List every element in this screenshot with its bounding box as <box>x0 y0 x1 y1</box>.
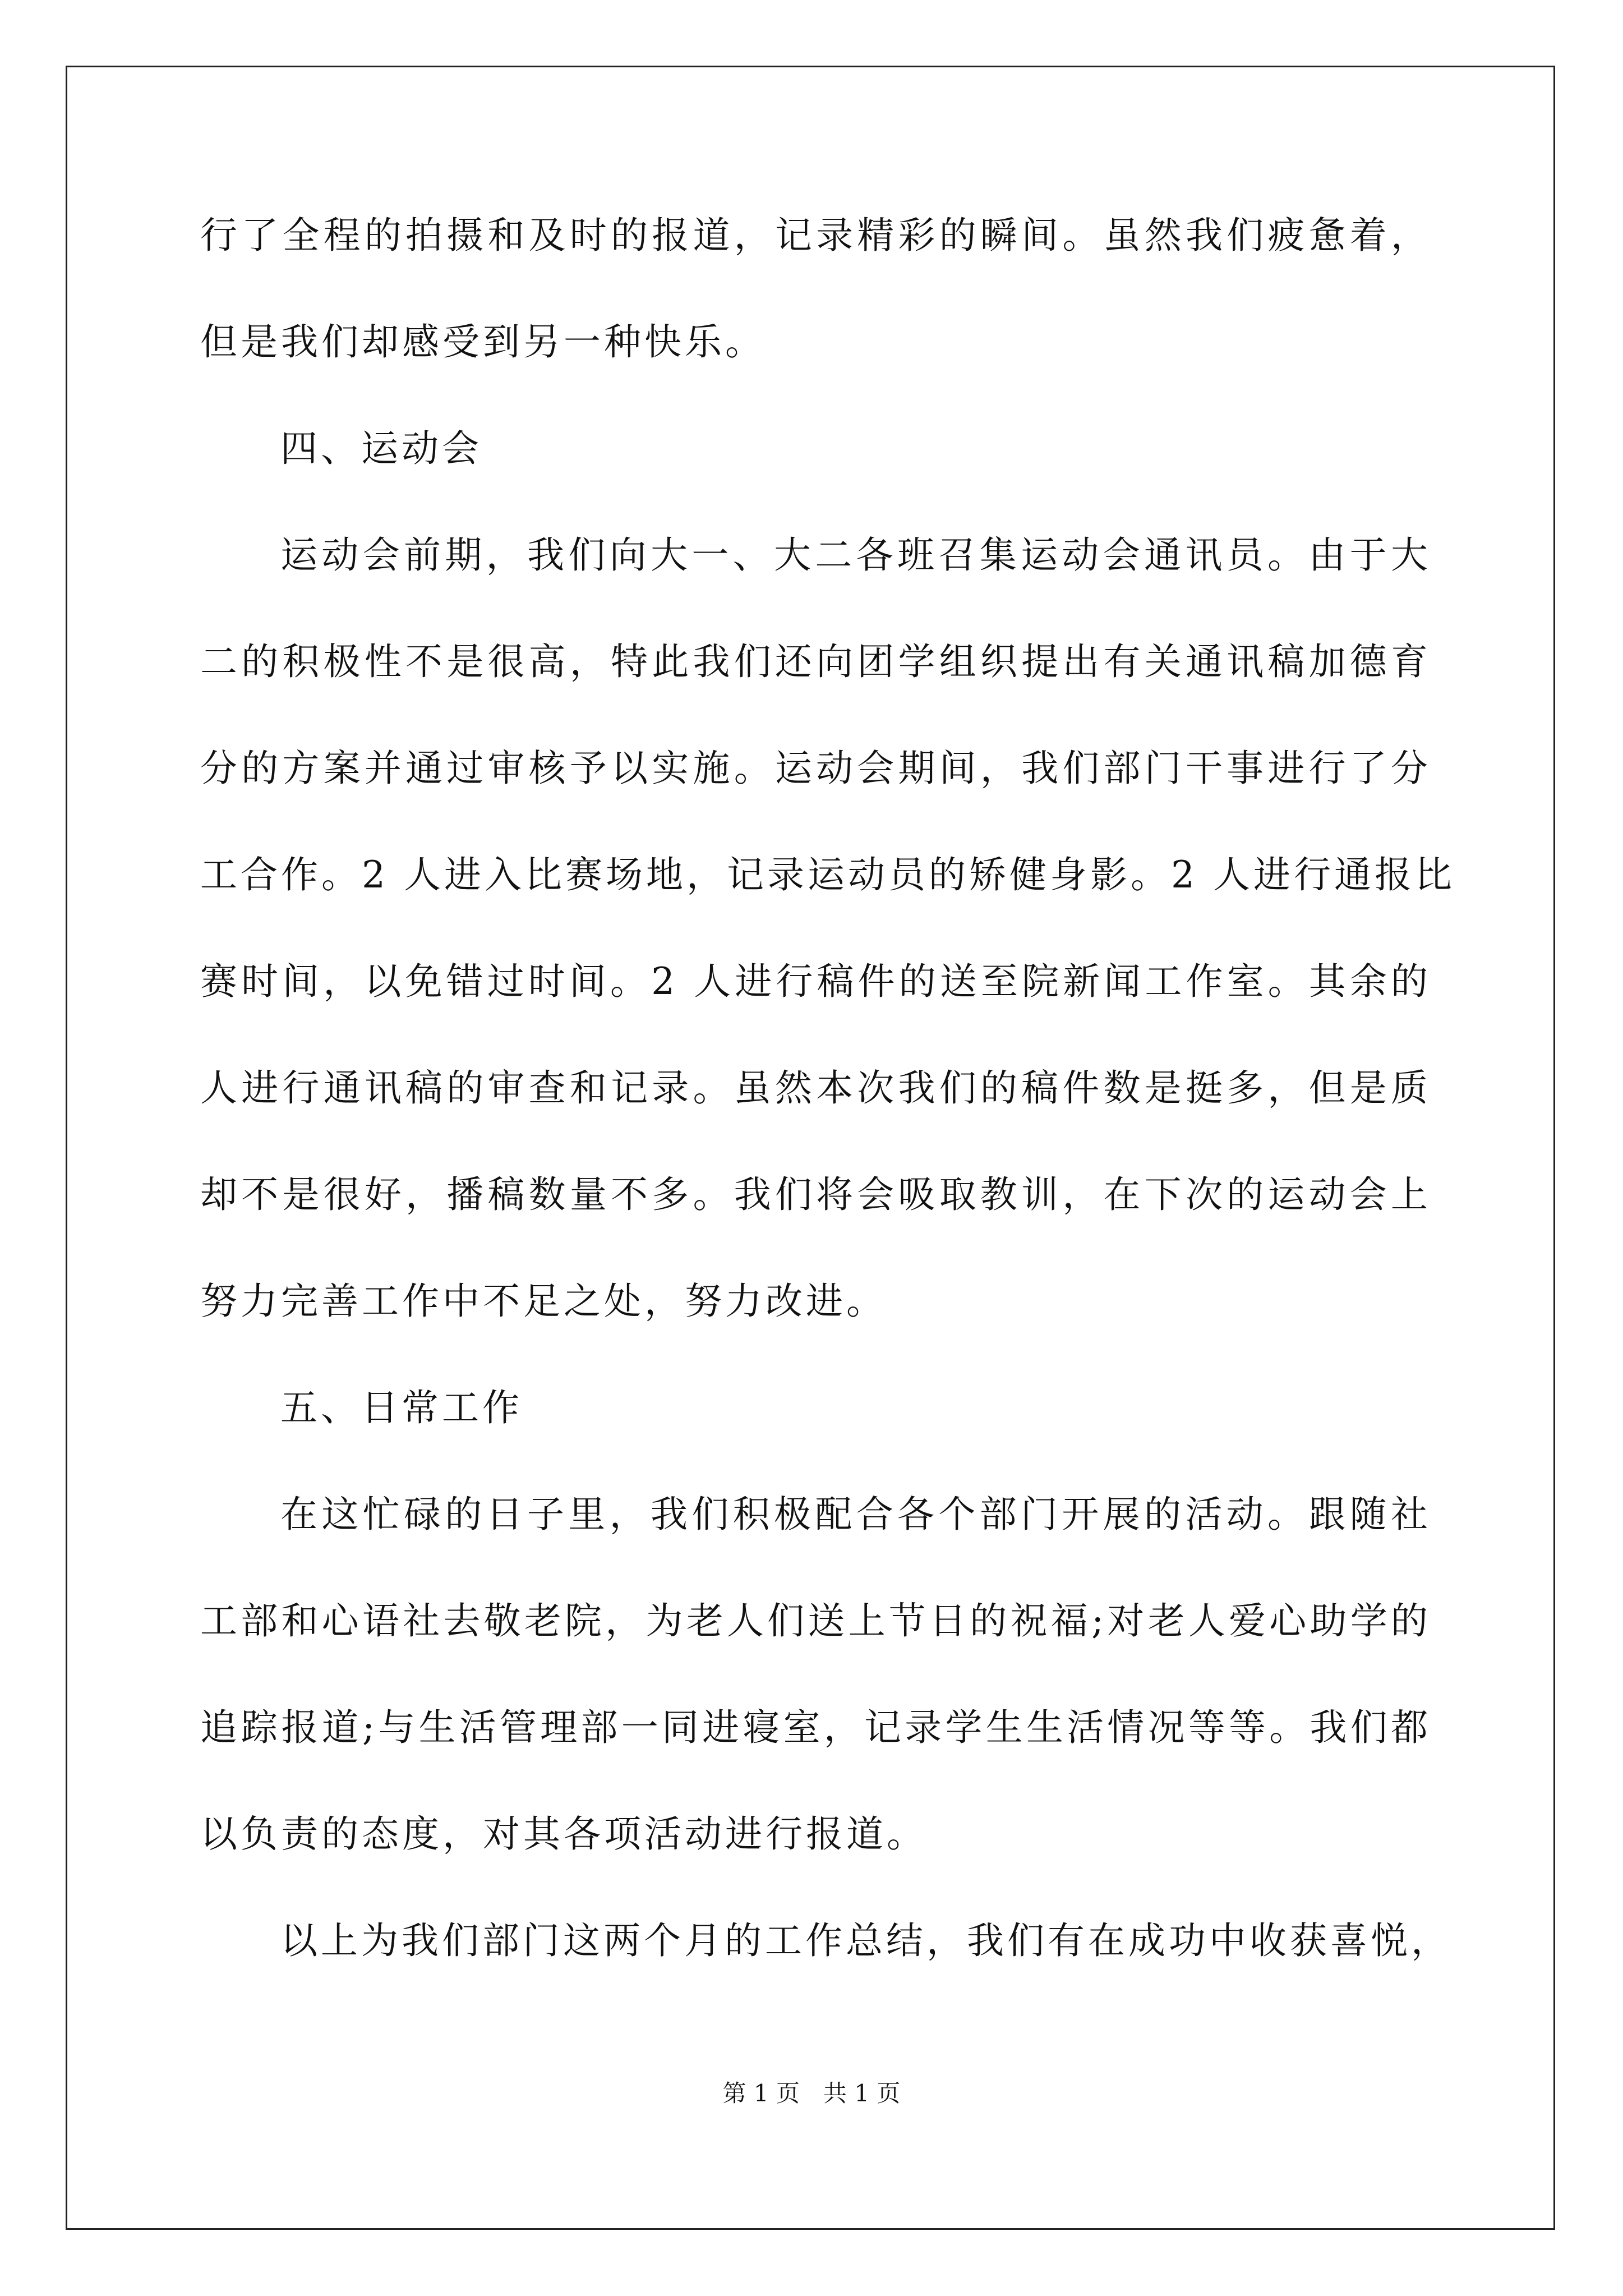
text-line: 在这忙碌的日子里，我们积极配合各个部门开展的活动。跟随社 <box>280 1493 1431 1536</box>
text-line: 以上为我们部门这两个月的工作总结，我们有在成功中收获喜悦， <box>280 1919 1451 1962</box>
text-line: 以负责的态度，对其各项活动进行报道。 <box>200 1812 927 1856</box>
text-line: 追踪报道;与生活管理部一同进寝室，记录学生生活情况等等。我们都 <box>200 1706 1431 1749</box>
text-line: 却不是很好，播稿数量不多。我们将会吸取教训，在下次的运动会上 <box>200 1173 1431 1216</box>
text-line: 分的方案并通过审核予以实施。运动会期间，我们部门干事进行了分 <box>200 747 1431 790</box>
text-line: 行了全程的拍摄和及时的报道，记录精彩的瞬间。虽然我们疲惫着， <box>200 214 1431 257</box>
text-line: 二的积极性不是很高，特此我们还向团学组织提出有关通讯稿加德育 <box>200 640 1431 683</box>
section-heading: 五、日常工作 <box>280 1386 523 1429</box>
page-number-footer: 第 1 页 共 1 页 <box>722 2079 901 2107</box>
text-line: 人进行通讯稿的审查和记录。虽然本次我们的稿件数是挺多，但是质 <box>200 1066 1431 1110</box>
section-heading: 四、运动会 <box>280 427 482 470</box>
text-line: 工部和心语社去敬老院，为老人们送上节日的祝福;对老人爱心助学的 <box>200 1599 1431 1642</box>
text-line: 努力完善工作中不足之处，努力改进。 <box>200 1280 887 1323</box>
text-line: 但是我们却感受到另一种快乐。 <box>200 320 766 364</box>
page-border <box>66 66 1555 2230</box>
text-line: 赛时间，以免错过时间。2 人进行稿件的送至院新闻工作室。其余的 <box>200 960 1431 1003</box>
text-line: 工合作。2 人进入比赛场地，记录运动员的矫健身影。2 人进行通报比 <box>200 853 1455 896</box>
text-line: 运动会前期，我们向大一、大二各班召集运动会通讯员。由于大 <box>280 533 1431 577</box>
